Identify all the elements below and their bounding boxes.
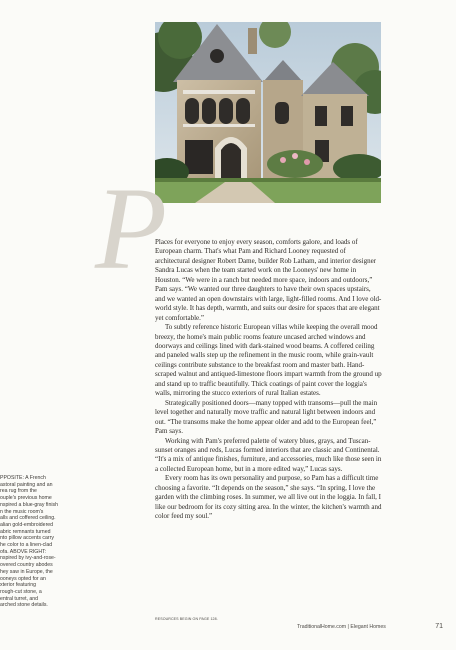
caption-line: n the music room's	[0, 508, 44, 515]
article-paragraph: Strategically positioned doors—many topped with transoms—pull the main level together and naturally move traffic and natural light between indoors and out. “The transoms make the home appear older and add to the European feel,” Pam says.	[155, 398, 378, 436]
resources-note: RESOURCES BEGIN ON PAGE 128.	[155, 617, 218, 621]
article-paragraph: Working with Pam's preferred palette of watery blues, grays, and Tuscan-sunset oranges and reds, Lucas formed interiors that are classic and Continental. “It's a mix of antique finishes, furniture, and accessories, much like those seen in a collected European home, but in a more edited way,” Lucas says.	[155, 436, 382, 473]
caption-line: PPOSITE: A French	[0, 475, 46, 481]
article-body	[155, 238, 382, 522]
caption-line: rough-cut stone, a	[0, 588, 42, 595]
caption-line: ouple's previous home	[0, 495, 52, 502]
caption-line: alls and coffered ceiling.	[0, 515, 56, 522]
caption-line: nspired a blue-gray finish	[0, 501, 58, 508]
caption-line: ofa. ABOVE RIGHT:	[0, 548, 47, 555]
photo-caption	[0, 475, 68, 609]
caption-line: nspired by ivy-and-rose-	[0, 555, 56, 562]
article-paragraph: Every room has its own personality and purpose, so Pam has a difficult time choosing a favorite. “It depends on the season,” she says. “In spring, I love the garden with the climbing roses. In summer, we all live out in the loggia. In fall, I like our bedroom for its cozy sitting area. In the winter, the kitchen's warmth and color feed my soul.”	[155, 474, 382, 521]
caption-line: hey saw in Europe, the	[0, 568, 53, 575]
footer-site: TraditionalHome.com | Elegant Homes	[297, 624, 386, 630]
caption-line: overed country abodes	[0, 562, 53, 569]
caption-line: rea rug from the	[0, 488, 37, 495]
caption-line: ooneys opted for an	[0, 575, 46, 582]
drop-cap-letter: P	[95, 163, 168, 294]
caption-line: xterior featuring	[0, 582, 37, 589]
page-number: 71	[435, 623, 443, 630]
article-paragraph: To subtly reference historic European villas while keeping the overall mood breezy, the home's main public rooms feature uncased arched windows and doorways and ceilings lined with dark-stained wood beams. A coffered ceiling and paneled walls step up the refinement in the music room, while grain-vault ceilings contribute substance to the breakfast room and master bath. Hand-scraped walnut and antiqued-limestone floors impart warmth from the ground up and stand up to traffic beautifully. Thick coatings of paint cover the loggia's walls, mirroring the stucco exteriors of rural Italian estates.	[155, 323, 382, 398]
caption-line: he color to a linen-clad	[0, 542, 53, 549]
caption-line: entral turret, and	[0, 595, 39, 602]
article-paragraph: Places for everyone to enjoy every season, comforts galore, and loads of European charm. That's what Pam and Richard Looney requested of architectural designer Robert Dame, builder Rob Latham, and interior designer Sandra Lucas when the team started work on the Looneys' new home in Houston. “We were in a ranch but needed more space, indoors and outdoors,” Pam says. “We wanted our three daughters to have their own spaces upstairs, and we wanted an open downstairs with large, light-filled rooms. And I love old-world style. It has depth, warmth, and suits our desire for spaces that are elegant yet comfortable.”	[155, 238, 382, 322]
caption-line: nto pillow accents carry	[0, 535, 54, 542]
house-photo	[155, 22, 381, 203]
caption-line: astoral painting and an	[0, 481, 53, 488]
caption-line: alian gold-embroidered	[0, 521, 54, 528]
caption-line: abric remnants turned	[0, 528, 51, 535]
page-footer	[297, 623, 443, 630]
caption-line: arched stone details.	[0, 602, 48, 609]
